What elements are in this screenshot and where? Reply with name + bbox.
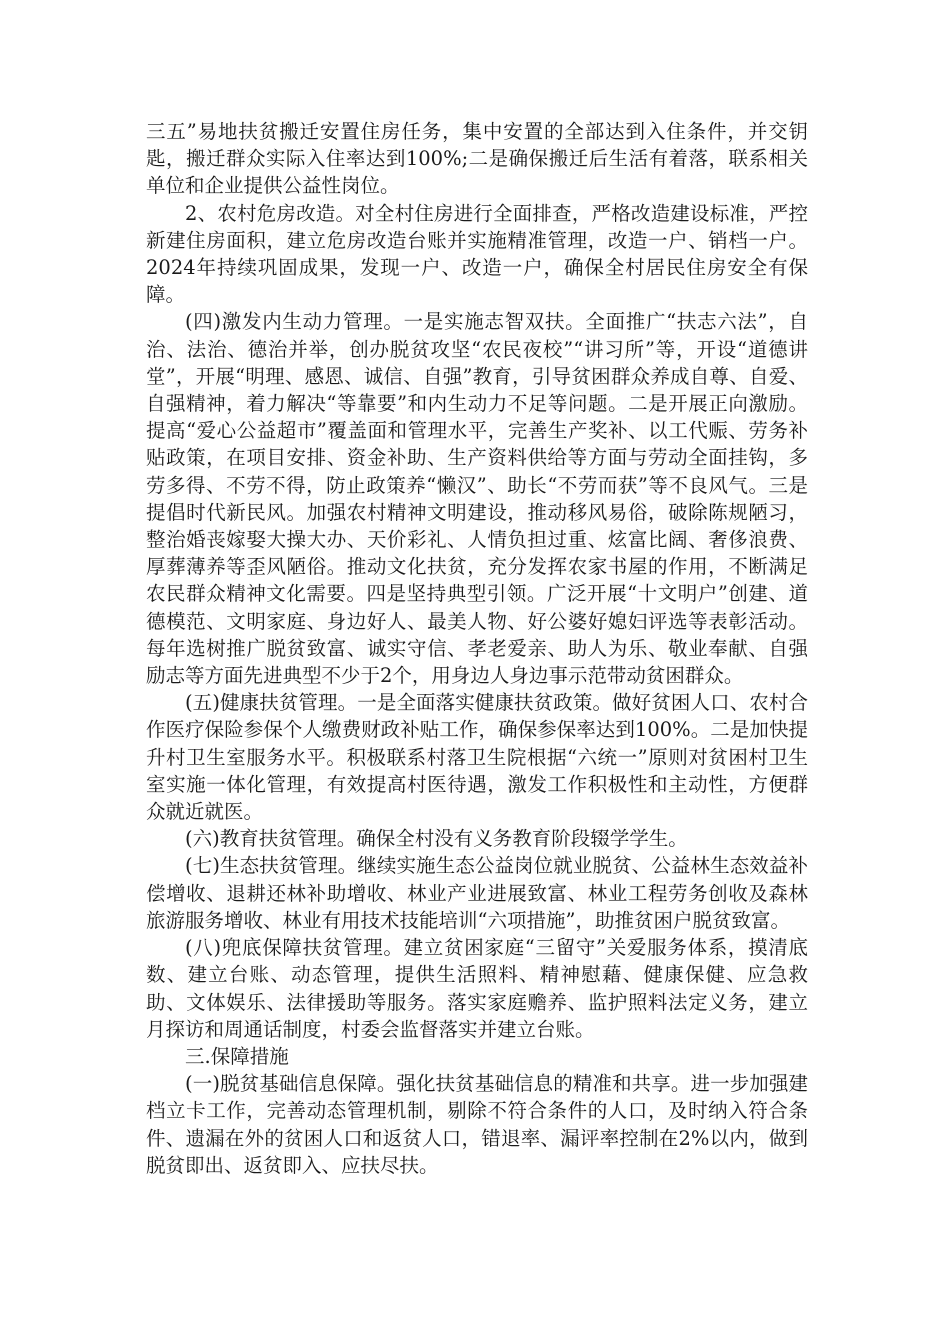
paragraph-health-poverty: (五)健康扶贫管理。一是全面落实健康扶贫政策。做好贫困人口、农村合作医疗保险参保个人缴费财政补贴工作，确保参保率达到100%。二是加快提升村卫生室服务水平。积极联系村落卫生院根据“六统一”原则对贫困村卫生室实施一体化管理，有效提高村医待遇，激发工作积极性和主动性，方便群众就近就医。 [146,691,808,824]
paragraph-safety-net: (八)兜底保障扶贫管理。建立贫困家庭“三留守”关爱服务体系，摸清底数、建立台账、动态管理，提供生活照料、精神慰藉、健康保健、应急救助、文体娱乐、法律援助等服务。落实家庭赡养、监护照料法定义务，建立月探访和周通话制度，村委会监督落实并建立台账。 [146,936,808,1041]
paragraph-rural-housing: 2、农村危房改造。对全村住房进行全面排查，严格改造建设标准，严控新建住房面积，建立危房改造台账并实施精准管理，改造一户、销档一户。2024年持续巩固成果，发现一户、改造一户，确保全村居民住房安全有保障。 [146,201,808,307]
document-body [146,118,808,1179]
paragraph-ecological-poverty: (七)生态扶贫管理。继续实施生态公益岗位就业脱贫、公益林生态效益补偿增收、退耕还林补助增收、林业产业进展致富、林业工程劳务创收及森林旅游服务增收、林业有用技术技能培训“六项措施”，助推贫困户脱贫致富。 [146,854,808,932]
paragraph-continuation: 三五”易地扶贫搬迁安置住房任务，集中安置的全部达到入住条件，并交钥匙，搬迁群众实际入住率达到100%;二是确保搬迁后生活有着落，联系相关单位和企业提供公益性岗位。 [146,120,808,198]
paragraph-education-poverty: (六)教育扶贫管理。确保全村没有义务教育阶段辍学学生。 [185,827,688,851]
paragraph-internal-motivation: (四)激发内生动力管理。一是实施志智双扶。全面推广“扶志六法”，自治、法治、德治并举，创办脱贫攻坚“农民夜校”“讲习所”等，开设“道德讲堂”，开展“明理、感恩、诚信、自强”教育，引导贫困群众养成自尊、自爱、自强精神，着力解决“等靠要”和内生动力不足等问题。二是开展正向激励。提高“爱心公益超市”覆盖面和管理水平，完善生产奖补、以工代赈、劳务补贴政策，在项目安排、资金补助、生产资料供给等方面与劳动全面挂钩，多劳多得、不劳不得，防止政策养“懒汉”、助长“不劳而获”等不良风气。三是提倡时代新民风。加强农村精神文明建设，推动移风易俗，破除陈规陋习，整治婚丧嫁娶大操大办、天价彩礼、人情负担过重、炫富比阔、奢侈浪费、厚葬薄养等歪风陋俗。推动文化扶贫，充分发挥农家书屋的作用，不断满足农民群众精神文化需要。四是坚持典型引领。广泛开展“十文明户”创建、道德模范、文明家庭、身边好人、最美人物、好公婆好媳妇评选等表彰活动。每年选树推广脱贫致富、诚实守信、孝老爱亲、助人为乐、敬业奉献、自强励志等方面先进典型不少于2个，用身边人身边事示范带动贫困群众。 [146,310,808,688]
paragraph-basic-info: (一)脱贫基础信息保障。强化扶贫基础信息的精准和共享。进一步加强建档立卡工作，完善动态管理机制，剔除不符合条件的人口，及时纳入符合条件、遗漏在外的贫困人口和返贫人口，错退率、漏评率控制在2%以内，做到脱贫即出、返贫即入、应扶尽扶。 [146,1072,808,1177]
section-heading-safeguards: 三.保障措施 [185,1044,289,1068]
